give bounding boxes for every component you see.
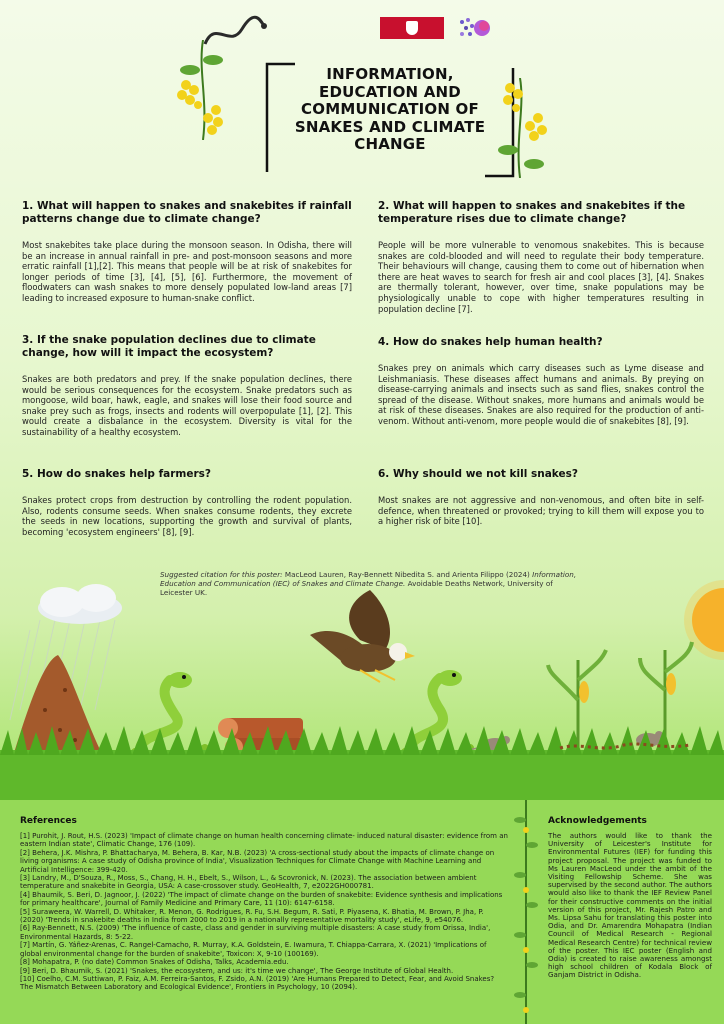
reference-item: [7] Martín, G. Yáñez-Arenas, C. Rangel-Camacho, R. Murray, K.A. Goldstein, E. Iwamura, T. Chiappa-Carrara, X. (2021) 'Implications of global environmental change for the burden of snakebite', Toxicon: X, 9-10 (100169).: [20, 941, 487, 958]
section-ecosystem: [22, 334, 352, 438]
section-heading: 2. What will happen to snakes and snakebites if the temperature rises due to climate change?: [378, 200, 686, 225]
section-body: Snakes protect crops from destruction by controlling the rodent population. Also, rodents consume seeds. When snakes consume rodents, they excrete the seeds in new locations, supporting the growth and survival of plants, becoming 'ecosystem engineers' [8], [9].: [22, 495, 352, 537]
reference-item: [2] Behera, J.K. Mishra, P. Bhattacharya, M. Behera, B. Kar, N.B. (2023) 'A cross-sectional study about the impacts of climate change on living organisms: A case study of Odisha province of India', Visualization Techniques for Climate Change with Machine Learning and Artificial Intelligence: 399-420.: [20, 848, 495, 874]
section-temperature: [378, 200, 704, 314]
network-logo: [458, 14, 528, 42]
vine-divider: [512, 800, 540, 1024]
nature-scene: [0, 580, 724, 800]
university-logo: [380, 17, 444, 39]
title-line: INFORMATION,: [326, 65, 454, 83]
section-heading: 1. What will happen to snakes and snakebites if rainfall patterns change due to climate change?: [22, 200, 352, 225]
logo-bar: [380, 14, 528, 42]
section-not-kill: [378, 468, 704, 527]
references: [20, 816, 508, 992]
flower-icon: [168, 40, 238, 140]
eagle-icon: [310, 590, 415, 682]
reference-item: [8] Mohapatra, P. (no date) Common Snakes of Odisha, Talks, Academia.edu.: [20, 958, 289, 967]
reference-item: [4] Bhaumik, S. Beri, D. Jagnoor, J. (2022) 'The impact of climate change on the burden of snakebite: Evidence synthesis and implications for primary healthcare', Journal of Family Medicine and Primary Care, 11 (10): 6147-6158.: [20, 890, 503, 908]
citation-lead: Suggested citation for this poster:: [160, 570, 283, 579]
reference-item: [10] Coelho, C.M. Suttiwan, P. Faiz, A.M. Ferreira-Santos, F. Zsido, A.N. (2019) 'Are Humans Prepared to Detect, Fear, and Avoid Snakes? The Mismatch Between Laboratory and Ecological Evidence', Frontiers in Psychology, 10 (2094).: [20, 974, 495, 992]
section-body: Snakes are both predators and prey. If the snake population declines, there would be serious consequences for the ecosystem. Snake predators such as mongoose, wild boar, hawk, eagle, and snakes will lose their food source and snake prey such as frogs, insects and rodents will overpopulate [1], [2]. This would create a disbalance in the ecosystem. Diversity is vital for the sustainability of a healthy ecosystem.: [22, 374, 352, 437]
citation-tail: Avoidable Deaths Network, University of Leicester UK.: [160, 579, 553, 597]
section-heading: 4. How do snakes help human health?: [378, 336, 603, 348]
poster-title: [270, 66, 510, 154]
acknowledgements-body: The authors would like to thank the University of Leicester's Institute for Environmental Futures (IEF) for funding this project proposal. The project was funded to Ms Lauren MacLeod under the ambit of the Visiting Fellowship Scheme. She was supervised by the second author. The authors would also like to thank the IEF Review Panel for their constructive comments on the initial version of this project, Mr. Rajesh Patro and Ms. Lipsa Sahu for translating this poster into Odia, and Dr. Amarendra Mohapatra (Indian Council of Medical Research - Regional Medical Research Centre) for technical review of the poster. This IEC poster (English and Odia) is created to raise awareness amongst high school children of Kodala Block of Ganjam District in Odisha.: [548, 831, 712, 980]
title-line: SNAKES AND CLIMATE: [294, 117, 486, 136]
grass: [0, 726, 724, 800]
acknowledgements: [548, 816, 712, 980]
section-heading: 3. If the snake population declines due to climate change, how will it impact the ecosystem?: [22, 334, 316, 359]
section-body: Most snakes are not aggressive and non-venomous, and often bite in self-defence, when threatened or provoked; trying to kill them will expose you to a higher risk of bite [10].: [378, 495, 704, 527]
section-body: People will be more vulnerable to venomous snakebites. This is because snakes are cold-blooded and will need to regulate their body temperature. Their behaviours will change, causing them to come out of hibernation when there are heat waves to search for fresh air and cool places [3], [4]. Snakes are thermally tolerant, however, over time, snake populations may be physiologically unable to cope with higher temperatures resulting in population decline [7].: [378, 240, 704, 314]
section-farmers: [22, 468, 352, 537]
title-line: COMMUNICATION OF: [301, 100, 479, 118]
reference-item: [6] Ray-Bennett, N.S. (2009) 'The influence of caste, class and gender in surviving multiple disasters: A case study from Orissa, India', Environmental Hazards, 8: 5-22.: [20, 924, 491, 941]
citation-text: MacLeod Lauren, Ray-Bennett Nibedita S. and Arienta Filippo (2024): [282, 570, 533, 579]
section-body: Most snakebites take place during the monsoon season. In Odisha, there will be an increase in annual rainfall in pre- and post-monsoon seasons and more erratic rainfall [1],[2]. This means that people will be at risk of snakebites for longer periods of time [3], [4], [5], [6]. Furthermore, the movement of floodwaters can wash snakes to more densely populated low-land areas [7] leading to increased exposure to human-snake conflict.: [22, 240, 352, 303]
network-dots-icon: [458, 16, 490, 40]
section-heading: 6. Why should we not kill snakes?: [378, 468, 578, 480]
citation-title: Information, Education and Communication (IEC) of Snakes and Climate Change.: [160, 570, 577, 588]
section-body: Snakes prey on animals which carry diseases such as Lyme disease and Leishmaniasis. These diseases affect humans and animals. By preying on disease-carrying animals and insects such as sand flies, snakes control the spread of the disease. Without snakes, more humans and animals would be at risk of these diseases. Snakes are also required for the production of anti-venom. Without anti-venom, more people would die of snakebites [8], [9].: [378, 363, 704, 426]
title-line: CHANGE: [354, 135, 426, 153]
reference-item: [9] Beri, D. Bhaumik, S. (2021) 'Snakes, the ecosystem, and us: it's time we change', The George Institute of Global Health.: [20, 966, 454, 975]
reference-item: [3] Landry, M., D'Souza, R., Moss, S., Chang, H. H., Ebelt, S., Wilson, L., & Scovronick, N. (2023). The association between ambient temperature and snakebite in Georgia, USA: A case-crossover study. GeoHealth, 7, e2022GH000781.: [20, 874, 477, 891]
section-rainfall: [22, 200, 352, 304]
section-human-health: [378, 336, 704, 427]
crest-icon: [406, 21, 418, 35]
section-heading: 5. How do snakes help farmers?: [22, 468, 212, 480]
acknowledgements-heading: Acknowledgements: [548, 816, 647, 826]
title-line: EDUCATION AND: [319, 82, 461, 101]
reference-item: [5] Suraweera, W. Warrell, D. Whitaker, R. Menon, G. Rodrigues, R. Fu, S.H. Begum, R. Sati, P. Piyasena, K. Bhatia, M. Brown, P. Jha, P. (2020) 'Trends in snakebite deaths in India from 2000 to 2019 in a nationally representative mortality study', eLife, 9, e54076.: [20, 907, 484, 925]
references-heading: References: [20, 816, 77, 826]
reference-item: [1] Purohit, J. Rout, H.S. (2023) 'Impact of climate change on human health concerning climate- induced natural disaster: evidence from an eastern Indian state', Climatic Change, 176 (109).: [20, 832, 508, 849]
